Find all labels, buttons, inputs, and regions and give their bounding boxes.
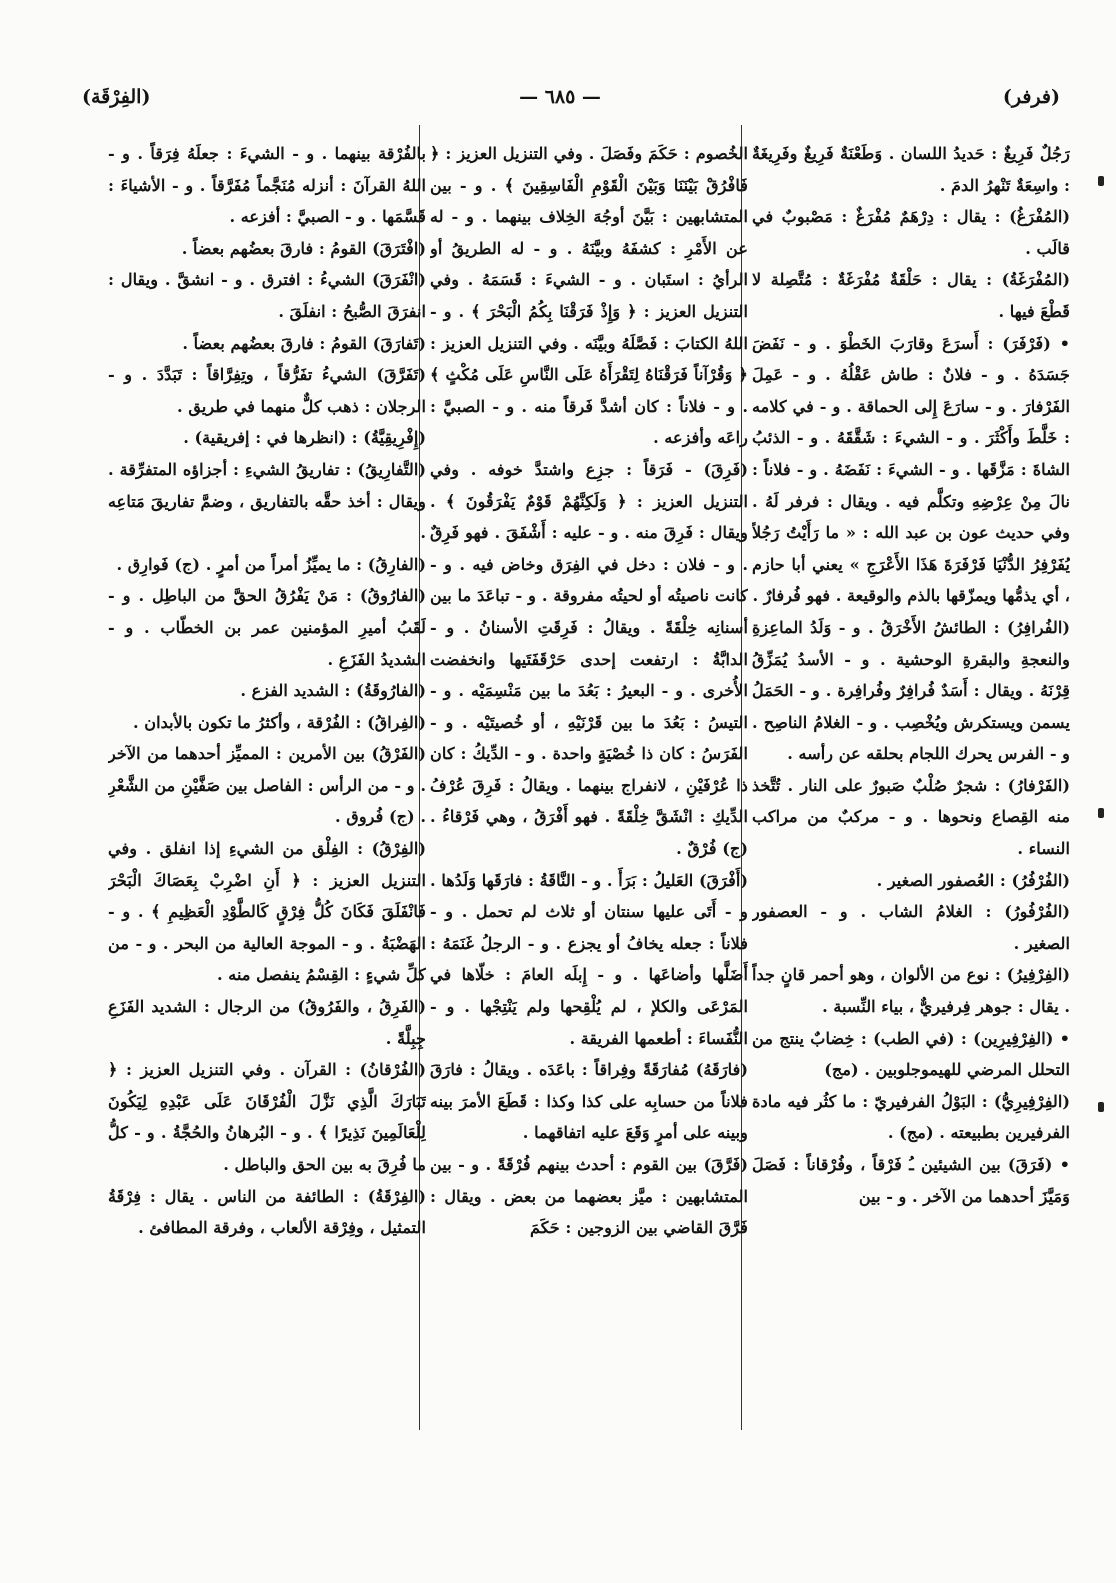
entry-paragraph: • (فَرَقَ) بين الشيئين ـُ فَرْقاً ، وفُرْقاناً : فَصَلَ وَمَيَّزَ أحدهما من الآخر . و - بين <box>752 1155 1070 1206</box>
column-middle <box>430 138 748 1428</box>
entry-paragraph: (الفُرْفُورُ) : الغلامُ الشاب . و - العصفور الصغير . <box>752 902 1070 953</box>
guide-word-left: (الفِرْقَة) <box>82 86 151 108</box>
entry-paragraph: • (الفِرْفِيرِين) : (في الطب) : خِضابٌ ينتج من التحلل المرضي للهيموجلوبين . (مج) <box>752 1028 1070 1080</box>
entry-paragraph: (أَفْرَقَ) العَليلُ : بَرَأَ . و - النَّاقَةُ : فارَقَها وَلَدُها . و - أَتَى عليها سنتان أو ثلاث لم تحمل . و - فلاناً : جعله يخافُ أو يجزع . و - الرجلُ غَنَمَهُ : أَضَلَّها وأضاعَها . و - إِبلَه العامَ : خلّاها في المَرْعَى والكلإ ، لم يُلْقِحها ولم يَنْتِجْها . و - النُّفَساءَ : أطعمها الفريقة . <box>430 870 748 1048</box>
entry-paragraph: (فارَقَهُ) مُفارَقَةً وفِراقاً : باعَدَه . ويقالُ : فارَقَ فلاناً من حسابِه على كذا وكذا : قَطَعَ الأمرَ بينه وبينه على أمرٍ وَقَعَ عليه اتفاقهما . <box>430 1060 748 1143</box>
entry-paragraph: (الفُرافِرُ) : الطائشُ الأَخْرَقُ . و - وَلَدُ الماعِزةِ والنعجةِ والبقرةِ الوحشية . و - الأسدُ يُمَزِّقُ قِرْنَهُ . ويقال : أَسَدٌ فُرافِرٌ وفُرافِرة . و - الحَمَلُ يسمن ويستكرش ويُخْصِب . و - الغلامُ الناصِح . و - الفرس يحرك اللجام بحلقه عن رأسه . <box>752 617 1070 764</box>
entry-paragraph: (الفَرْقُ) بين الأمرين : المميِّز أحدهما من الآخر . و - من الرأس : الفاصل بين صَفَّيْنِ من الشَّعْرِ . (ج) فُروق . <box>108 744 426 827</box>
entry-paragraph: (الفُرْقانُ) : القرآن . وفي التنزيل العزيز : ﴿ تَبَارَكَ الَّذِي نَزَّلَ الْفُرْقَانَ عَلَى عَبْدِهِ لِيَكُونَ لِلْعَالَمِينَ نَذِيرًا ﴾ . و - البُرهانُ والحُجَّةُ . و - كلُّ ما فُرِقَ به بين الحق والباطل . <box>108 1060 426 1174</box>
entry-paragraph: (الفِرْفِيرِيُّ) : البَوْلُ الفرفيريّ : ما كثُر فيه مادة الفرفيرين بطبيعته . (مج) . <box>752 1091 1070 1143</box>
entry-paragraph: (انْفَرَقَ) الشيءُ : افترق . و - انشقَّ . ويقال : انفرَقَ الصُّبحُ : انفلَقَ . <box>108 270 426 321</box>
entry-paragraph: (فَرَّقَ) بين القوم : أحدث بينهم فُرْقَةً . و - بين المتشابهين : ميَّز بعضهما من بعض . ويقال : فَرَّقَ القاضي بين الزوجين : حَكَمَ <box>430 1155 748 1238</box>
scan-mark <box>1098 176 1104 186</box>
entry-paragraph: • (فَرْفَرَ) : أَسرَعَ وقارَبَ الخَطْوَ . و - نَفَضَ جَسَدَهُ . و - فلانٌ : طاش عَقْلُهُ . و - عَمِلَ الفَرْفارَ . و - سارَعَ إِلى الحماقة . و - في كلامه : خَلَّطَ وأَكْثَرَ . و - الشيءَ : شَقَّقَهُ . و - الذئبُ الشاةَ : مَزَّقَها . و - الشيءَ : نَفَضَهُ . و - فلاناً : نالَ مِنْ عِرْضِهِ وتكلَّم فيه . ويقال : فرفر لَهُ . وفي حديث عون بن عبد الله : « ما رَأَيْتُ رَجُلاً يُفَرْفِرُ الدُّنْيَا فَرْفَرَةَ هَذَا الأَعْرَجِ » يعني أبا حازم ، أي يذمُّها ويمزّقها بالذم والوقيعة . فهو فُرفارٌ . <box>752 333 1070 606</box>
entry-paragraph: (التَّفارِيقُ) : تفاريقُ الشيءِ : أجزاؤه المتفرِّقة . ويقال : أخذ حقَّه بالتفاريق ، وضمَّ تفاريقَ مَتاعِه . <box>108 459 426 543</box>
entry-paragraph: (الفِرْقَةُ) : الطائفة من الناس . يقال : فِرْقَةُ التمثيل ، وفِرْقة الألعاب ، وفرقة المطافئ . <box>108 1186 426 1238</box>
page-header <box>60 82 1060 122</box>
scan-mark <box>1098 808 1104 818</box>
entry-paragraph: (الفَرِقُ ، والفَرُوقُ) من الرجال : الشديد الفَزَعِ جِبِلَّةً . <box>108 997 426 1048</box>
column-left <box>108 138 426 1428</box>
scan-mark <box>1098 1102 1104 1112</box>
entry-paragraph: (إِفْرِيقِيَّةُ) : (انظرها في : إفريقية) . <box>183 428 426 448</box>
entry-paragraph: بالفُرْقة بينهما . و - الشيءَ : جعلَهُ فِرَقاً . و - اللهُ القرآنَ : أنزله مُنَجَّماً مُفَرَّقاً . و - الأشياءَ : قَسَّمَها . و - الصبيَّ : أفزعه . <box>108 144 426 227</box>
entry-paragraph: الخُصوم : حَكَمَ وفَصَلَ . وفي التنزيل العزيز : ﴿ فَافْرُقْ بَيْنَنَا وَبَيْنَ الْقَوْمِ الْفَاسِقِينَ ﴾ . و - بين المتشابهين : بَيَّنَ أوجُهَ الخِلاف بينهما . و - له عن الأَمْرِ : كشفَهُ وبيَّنَهُ . و - له الطريقُ أو الرأيُ : استَبان . و - الشيءَ : قَسَمَهُ . وفي التنزيل العزيز : ﴿ وَإِذْ فَرَقْنَا بِكُمُ الْبَحْرَ ﴾ . و - اللهُ الكتابَ : فَصَّلَهُ وبيَّنَه . وفي التنزيل العزيز : ﴿ وَقُرْآناً فَرَقْنَاهُ لِتَقْرَأَهُ عَلَى النَّاسِ عَلَى مُكْثٍ ﴾ . و - فلاناً : كان أشدَّ فَرقاً منه . و - الصبيَّ : راعَه وأفزعه . <box>430 144 748 448</box>
entry-paragraph: (الفِراقُ) : الفُرْقة ، وأكثرُ ما تكون بالأبدان . <box>132 712 426 732</box>
entry-paragraph: (الفِرْقُ) : الفِلْق من الشيءِ إذا انفلق . وفي التنزيل العزيز : ﴿ أَنِ اضْرِبْ بِعَصَاكَ الْبَحْرَ فَانْفَلَقَ فَكَانَ كُلُّ فِرْقٍ كَالطَّوْدِ الْعَظِيمِ ﴾ . و - الهَضْبَةُ . و - الموجة العالية من البحر . و - من كلِّ شيءٍ : القِسْمُ ينفصل منه . <box>108 839 426 985</box>
entry-paragraph: (المُفْرَغَةُ) : يقال : حَلْقَةٌ مُفْرَغَةٌ : مُتَّصِلة لا قَطْعَ فيها . <box>752 270 1070 321</box>
entry-paragraph: (الفِرْفِيرُ) : نوع من الألوان ، وهو أحمر قانٍ جداً . يقال : جوهر فِرفيريٌّ ، بياء النِّسبة . <box>752 965 1070 1017</box>
entry-paragraph: (تَفارَقَ) القومُ : فارقَ بعضُهم بعضاً . <box>182 333 426 353</box>
entry-paragraph: (تَفَرَّقَ) الشيءُ تفَرُّقاً ، وتِفِرَّاقاً : تَبَدَّدَ . و - الرجلان : ذهب كلٌّ منهما في طريق . <box>108 365 426 416</box>
entry-paragraph: (المُفْرَغُ) : يقال : دِرْهَمٌ مُفْرَغٌ : مَصْبوبٌ في قالَب . <box>752 207 1070 258</box>
guide-word-right: (فرفر) <box>1002 86 1060 108</box>
entry-paragraph: (الفارُوقُ) : مَنْ يَفْرُقُ الحقَّ من الباطِل . و - لَقَبُ أميرِ المؤمنين عمر بن الخطّاب . و - الشديدُ الفَزَعِ . <box>108 586 426 669</box>
entry-paragraph: (الفُرْفُرُ) : العُصفور الصغير . <box>876 870 1070 890</box>
entry-paragraph: (الفارُوقَةُ) : الشديد الفزع . <box>240 681 426 701</box>
entry-paragraph: (الفَرْفارُ) : شجرٌ صُلْبٌ صَبورٌ على النار . تُتَّخذ منه القِصاع ونحوها . و - مركبٌ من مراكب النساء . <box>752 775 1070 859</box>
entry-paragraph: (الفارِقُ) : ما يميِّزُ أمراً من أمرٍ . (ج) فَوارِق . <box>116 554 426 574</box>
entry-paragraph: (فَرِقَ) - فَرَقاً : جزِع واشتدَّ خوفه . وفي التنزيل العزيز : ﴿ وَلَكِنَّهُمْ قَوْمٌ يَفْرَقُونَ ﴾ . ويقال : فَرِقَ منه . و - عليه : أَشْفَقَ . فهو فَرِقٌ . و - فلان : دخل في الفِرَق وخاض فيه . و - كانت ناصيتُه أو لحيتُه مفروقة . و - تباعَدَ ما بين أسنانِه خِلْقَةً . ويقالُ : فَرِقَتِ الأسنانُ . و - الدابَّةُ : ارتفعت إحدى حَرْقَفَتَيها وانخفضت الأُخرى . و - البعيرُ : بَعُدَ ما بين مَنْسِمَيْه . و - التيسُ : بَعُدَ ما بين قَرْنَيْهِ ، أو خُصيتَيْه . و - الفَرَسُ : كان ذا خُصْيَةٍ واحدة . و - الدِّيكُ : كان ذا عُرْفَيْنِ ، لانفراج بينهما . ويقالُ : فَرِقَ عُرْفُ الدِّيكِ : انْشَقَّ خِلْقَةً . فهو أَفْرَقُ ، وهي فَرْقاءُ . (ج) فُرْقٌ . <box>430 459 748 859</box>
entry-paragraph: رَجُلٌ فَرِيغٌ : حَديدُ اللسان . وَطَعْنَةٌ فَرِيغٌ وفَرِيغَةٌ : واسِعَةٌ تَنْهرُ الدمَ . <box>752 144 1070 195</box>
entry-paragraph: (افْتَرَقَ) القومُ : فارقَ بعضُهم بعضاً . <box>181 238 426 258</box>
column-right <box>752 138 1070 1428</box>
page-number: — ٦٨٥ — <box>519 86 601 108</box>
